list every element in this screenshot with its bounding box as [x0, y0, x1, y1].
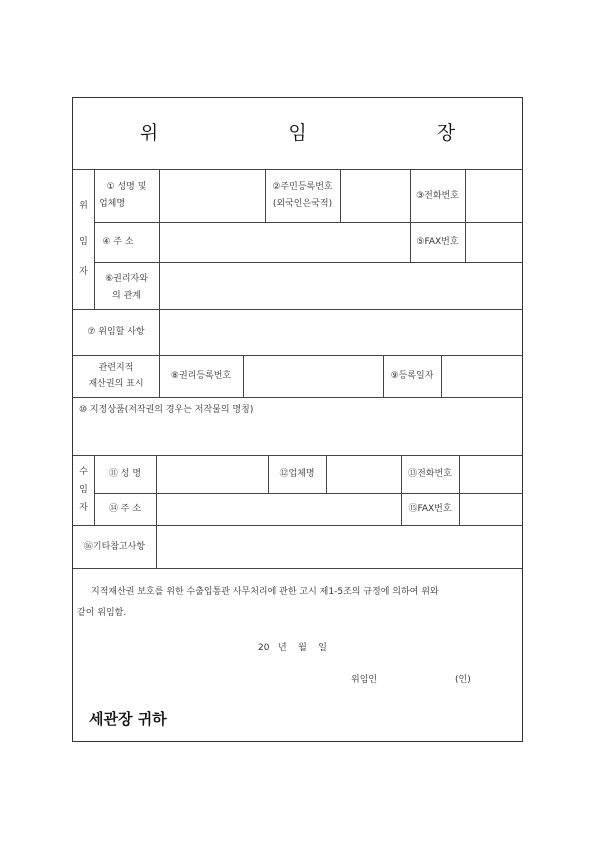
relation-label: ⑥권리자와 — [105, 274, 148, 284]
delegator-name-field[interactable] — [160, 170, 264, 221]
delegate-vertical-label-2: 임 — [79, 485, 88, 495]
relation-label-line2: 의 관계 — [112, 291, 141, 301]
delegate-name-field[interactable] — [157, 456, 267, 492]
delegate-phone-field[interactable] — [460, 456, 522, 492]
resident-no-label: ②주민등록번호 — [272, 182, 333, 192]
ip-label-line2: 재산권의 표시 — [88, 379, 144, 389]
divider — [73, 169, 522, 170]
name-label: ① 성명 및 — [106, 182, 147, 192]
delegation-matter-field[interactable] — [160, 310, 522, 354]
resident-no-field[interactable] — [341, 170, 409, 221]
delegation-matter-label: ⑦ 위임할 사항 — [87, 327, 145, 337]
delegator-vertical-label-1: 위 — [79, 201, 88, 211]
delegate-company-field[interactable] — [327, 456, 400, 492]
addressee: 세관장 귀하 — [89, 710, 167, 728]
delegator-fax-label: ⑤FAX번호 — [416, 237, 459, 247]
delegate-address-label: ⑭ 주 소 — [108, 504, 142, 514]
delegator-address-field[interactable] — [160, 223, 409, 261]
date-line: 20 년 월 일 — [258, 643, 328, 653]
reg-no-field[interactable] — [244, 356, 382, 396]
divider — [265, 169, 266, 222]
other-field[interactable] — [157, 526, 522, 567]
divider — [73, 568, 522, 569]
ip-label: 관련지적 — [98, 363, 134, 373]
resident-no-label-line2: (외국인은국적) — [272, 199, 333, 209]
name-label-line2: 업체명 — [98, 199, 126, 209]
relation-field[interactable] — [160, 263, 522, 308]
seal-label: (인) — [455, 675, 471, 685]
delegate-vertical-label-1: 수 — [79, 467, 88, 477]
power-of-attorney-form — [72, 97, 523, 742]
delegate-name-label: ⑪ 성 명 — [108, 469, 142, 479]
divider — [73, 397, 522, 398]
delegate-company-label: ⑫업체명 — [279, 469, 315, 479]
other-label: ⑯기타참고사항 — [83, 542, 146, 552]
delegator-phone-label: ③전화번호 — [416, 191, 459, 201]
delegator-vertical-label-2: 임 — [79, 237, 88, 247]
delegator-sign-label: 위임인 — [351, 675, 378, 685]
statement-line-1: 지적재산권 보호를 위한 수출입통관 사무처리에 관한 고시 제1-5조의 규정에 의하여 위와 — [91, 587, 439, 597]
delegator-fax-field[interactable] — [466, 223, 522, 261]
delegate-fax-label: ⑮FAX번호 — [408, 504, 452, 514]
delegate-fax-field[interactable] — [460, 494, 522, 524]
reg-date-label: ⑨등록일자 — [390, 371, 434, 381]
designated-goods-field[interactable] — [74, 420, 521, 454]
reg-date-field[interactable] — [442, 356, 522, 396]
divider — [73, 455, 522, 456]
form-title: 위 임 장 — [139, 122, 518, 144]
delegate-address-field[interactable] — [157, 494, 400, 524]
delegator-phone-field[interactable] — [466, 170, 522, 221]
delegator-vertical-label-3: 자 — [79, 267, 88, 277]
statement-line-2: 같이 위임함. — [77, 608, 127, 618]
designated-goods-label: ⑩ 지정상품(저작권의 경우는 저작물의 명칭) — [79, 405, 254, 415]
delegate-phone-label: ⑬전화번호 — [408, 469, 452, 479]
reg-no-label: ⑧권리등록번호 — [170, 371, 232, 381]
address-label: ④ 주 소 — [102, 237, 134, 247]
delegate-vertical-label-3: 자 — [79, 503, 88, 513]
